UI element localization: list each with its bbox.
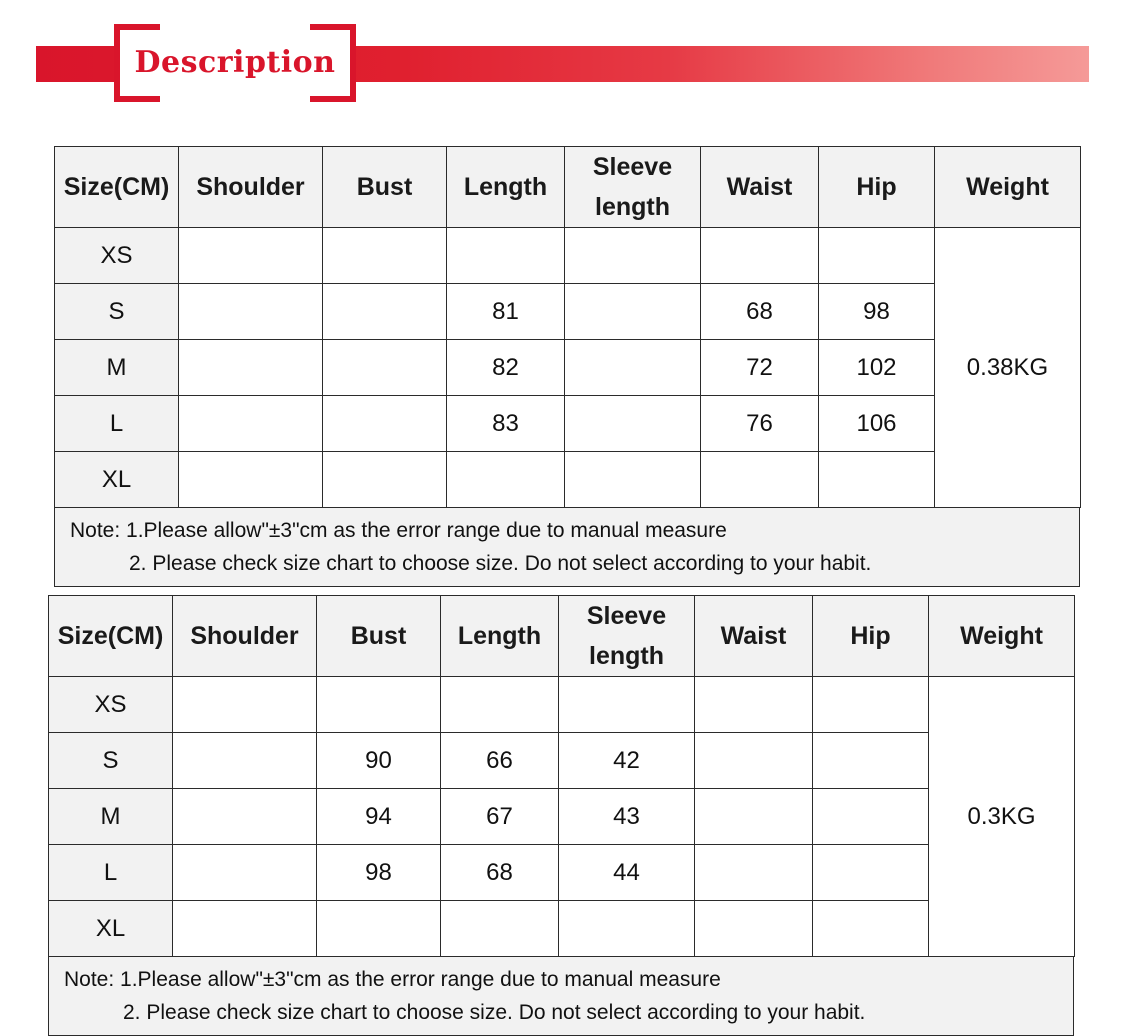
- hip-value: [819, 452, 935, 508]
- size-label: XL: [49, 901, 173, 957]
- header-length: Length: [447, 147, 565, 228]
- hip-value: 98: [819, 284, 935, 340]
- header-weight: Weight: [929, 596, 1075, 677]
- weight-value: 0.38KG: [935, 228, 1081, 508]
- length-value: 68: [441, 845, 559, 901]
- size-label: XS: [55, 228, 179, 284]
- table-row: [49, 901, 1075, 957]
- header-shoulder: Shoulder: [173, 596, 317, 677]
- hip-value: [813, 733, 929, 789]
- bust-value: [323, 340, 447, 396]
- bust-value: 98: [317, 845, 441, 901]
- size-label: S: [49, 733, 173, 789]
- table-row: [55, 228, 1081, 284]
- header-hip: Hip: [819, 147, 935, 228]
- size-table-2: [48, 595, 1075, 957]
- header-sleeve-length: Sleeve length: [559, 596, 695, 677]
- size-chart-2: [48, 595, 1074, 1036]
- table-row: [49, 789, 1075, 845]
- hip-value: [813, 845, 929, 901]
- bust-value: [317, 677, 441, 733]
- table-row: [55, 340, 1081, 396]
- sleeve-value: 43: [559, 789, 695, 845]
- header-length: Length: [441, 596, 559, 677]
- table-row: [49, 845, 1075, 901]
- banner-title: Description: [134, 45, 336, 80]
- bust-value: 90: [317, 733, 441, 789]
- hip-value: [813, 901, 929, 957]
- hip-value: 106: [819, 396, 935, 452]
- header-bust: Bust: [323, 147, 447, 228]
- sleeve-value: [565, 284, 701, 340]
- length-value: [441, 901, 559, 957]
- length-value: [447, 228, 565, 284]
- table-row: [55, 284, 1081, 340]
- shoulder-value: [179, 452, 323, 508]
- bust-value: 94: [317, 789, 441, 845]
- sleeve-value: [565, 452, 701, 508]
- size-label: M: [49, 789, 173, 845]
- note-line-2: 2. Please check size chart to choose size. Do not select according to your habit.: [123, 1001, 866, 1024]
- bust-value: [323, 396, 447, 452]
- note-line-1: Note: 1.Please allow"±3"cm as the error range due to manual measure: [64, 968, 721, 991]
- size-table-1: [54, 146, 1081, 508]
- shoulder-value: [179, 284, 323, 340]
- shoulder-value: [179, 340, 323, 396]
- sleeve-value: [559, 677, 695, 733]
- header-bust: Bust: [317, 596, 441, 677]
- waist-value: 76: [701, 396, 819, 452]
- sleeve-value: [565, 396, 701, 452]
- note-line-2: 2. Please check size chart to choose size. Do not select according to your habit.: [129, 552, 872, 575]
- header-waist: Waist: [695, 596, 813, 677]
- length-value: 67: [441, 789, 559, 845]
- shoulder-value: [179, 228, 323, 284]
- length-value: 66: [441, 733, 559, 789]
- shoulder-value: [173, 845, 317, 901]
- sleeve-value: 44: [559, 845, 695, 901]
- bust-value: [317, 901, 441, 957]
- hip-value: [813, 789, 929, 845]
- header-sleeve-length: Sleeve length: [565, 147, 701, 228]
- size-note: [54, 508, 1080, 587]
- size-label: M: [55, 340, 179, 396]
- size-label: XL: [55, 452, 179, 508]
- sleeve-value: [565, 228, 701, 284]
- header-size: Size(CM): [55, 147, 179, 228]
- hip-value: [819, 228, 935, 284]
- waist-value: [701, 452, 819, 508]
- sleeve-value: 42: [559, 733, 695, 789]
- waist-value: [695, 733, 813, 789]
- shoulder-value: [173, 733, 317, 789]
- waist-value: [695, 845, 813, 901]
- note-line-1: Note: 1.Please allow"±3"cm as the error range due to manual measure: [70, 519, 727, 542]
- bust-value: [323, 228, 447, 284]
- description-banner: [0, 0, 1125, 110]
- size-label: S: [55, 284, 179, 340]
- length-value: 82: [447, 340, 565, 396]
- header-size: Size(CM): [49, 596, 173, 677]
- length-value: 83: [447, 396, 565, 452]
- size-label: L: [55, 396, 179, 452]
- sleeve-value: [565, 340, 701, 396]
- length-value: 81: [447, 284, 565, 340]
- table-header-row: [55, 147, 1081, 228]
- waist-value: [695, 789, 813, 845]
- waist-value: 72: [701, 340, 819, 396]
- waist-value: 68: [701, 284, 819, 340]
- table-row: [55, 452, 1081, 508]
- length-value: [441, 677, 559, 733]
- size-label: XS: [49, 677, 173, 733]
- bust-value: [323, 284, 447, 340]
- header-weight: Weight: [935, 147, 1081, 228]
- waist-value: [695, 901, 813, 957]
- waist-value: [701, 228, 819, 284]
- table-row: [49, 677, 1075, 733]
- header-waist: Waist: [701, 147, 819, 228]
- hip-value: [813, 677, 929, 733]
- waist-value: [695, 677, 813, 733]
- shoulder-value: [173, 677, 317, 733]
- sleeve-value: [559, 901, 695, 957]
- bust-value: [323, 452, 447, 508]
- shoulder-value: [173, 789, 317, 845]
- table-header-row: [49, 596, 1075, 677]
- header-hip: Hip: [813, 596, 929, 677]
- size-note: [48, 957, 1074, 1036]
- size-chart-1: [54, 146, 1080, 587]
- length-value: [447, 452, 565, 508]
- weight-value: 0.3KG: [929, 677, 1075, 957]
- shoulder-value: [173, 901, 317, 957]
- header-shoulder: Shoulder: [179, 147, 323, 228]
- table-row: [49, 733, 1075, 789]
- hip-value: 102: [819, 340, 935, 396]
- shoulder-value: [179, 396, 323, 452]
- size-label: L: [49, 845, 173, 901]
- table-row: [55, 396, 1081, 452]
